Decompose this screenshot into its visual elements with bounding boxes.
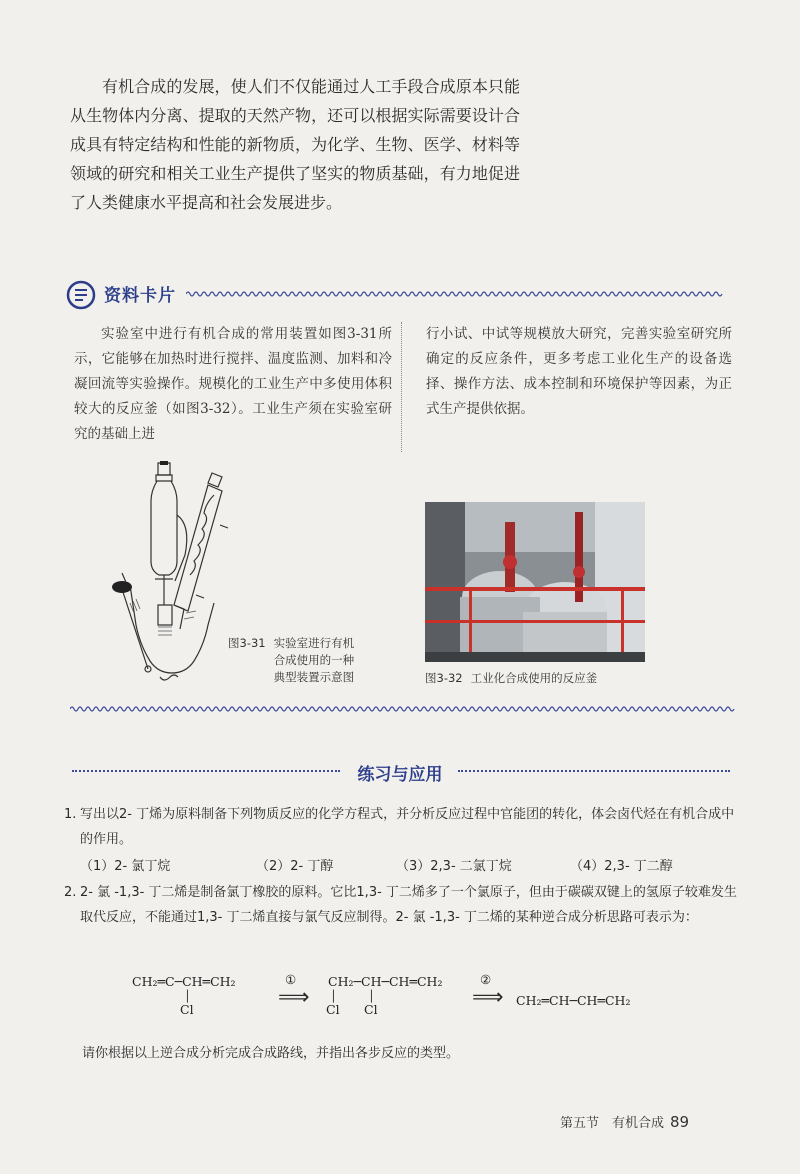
molecule-1-substituent: Cl (180, 1002, 194, 1017)
card-title: 资料卡片 (104, 286, 176, 306)
footer-section: 第五节 有机合成 (560, 1116, 665, 1131)
card-left-text: 实验室中进行有机合成的常用装置如图3-31所示，它能够在加热时进行搅拌、温度监测、加料和冷凝回流等实验操作。规模化的工业生产中多使用体积较大的反应釜（如图3-32）。工业生产须在实验室研究的基础上进 (74, 326, 392, 442)
card-bottom-wave (70, 703, 735, 715)
exercise-2-number: 2. (64, 885, 77, 900)
lab-apparatus-figure (100, 455, 230, 690)
figure-3-31-number: 图3-31 (228, 636, 266, 650)
molecule-1-bond: │ (184, 990, 191, 1003)
exercise-1-text: 写出以2- 丁烯为原料制备下列物质反应的化学方程式，并分析反应过程中官能团的转化，体会卤代烃在有机合成中的作用。 (80, 807, 735, 847)
page-footer (560, 1112, 689, 1131)
molecule-3: CH₂═CH─CH═CH₂ (516, 993, 631, 1008)
molecule-2-substituent: Cl (326, 1002, 340, 1017)
page-number: 89 (670, 1113, 690, 1131)
card-right-text: 行小试、中试等规模放大研究，完善实验室研究所确定的反应条件，更多考虑工业化生产的设备选择、操作方法、成本控制和环境保护等因素，为正式生产提供依据。 (426, 326, 732, 417)
figure-3-31-caption (228, 635, 354, 686)
molecule-2-bond: │ (368, 990, 375, 1003)
molecule-2-substituent: Cl (364, 1002, 378, 1017)
column-divider (401, 322, 402, 452)
figure-3-32-caption-text: 工业化合成使用的反应釜 (470, 671, 598, 685)
intro-paragraph (70, 72, 520, 217)
exercise-1 (64, 802, 744, 852)
exercise-1-option: （1）2- 氯丁烷 (80, 859, 171, 874)
card-top-wave (186, 288, 726, 300)
retro-arrow-icon: ⟹ (472, 985, 504, 1010)
card-left-column (74, 322, 392, 447)
exercises-title: 练习与应用 (350, 765, 451, 785)
figure-3-32-caption (425, 670, 597, 687)
exercise-1-option: （2）2- 丁醇 (256, 859, 334, 874)
exercise-2-text: 2- 氯 -1,3- 丁二烯是制备氯丁橡胶的原料。它比1,3- 丁二烯多了一个氯原子，但由于碳碳双键上的氢原子较难发生取代反应，不能通过1,3- 丁二烯直接与氯气反应制得。2- 氯 -1,3- 丁二烯的某种逆合成分析思路可表示为： (80, 885, 737, 925)
figure-3-31-caption-line: 合成使用的一种 (273, 653, 355, 667)
intro-text: 有机合成的发展，使人们不仅能通过人工手段合成原本只能从生物体内分离、提取的天然产物，还可以根据实际需要设计合成具有特定结构和性能的新物质，为化学、生物、医学、材料等领域的研究和相关工业生产提供了坚实的物质基础，有力地促进了人类健康水平提高和社会发展进步。 (70, 77, 520, 212)
molecule-2: CH₂─CH─CH═CH₂ (328, 974, 443, 989)
figure-3-31-caption-line: 典型装置示意图 (273, 670, 355, 684)
document-icon (66, 280, 96, 310)
molecule-2-bond: │ (330, 990, 337, 1003)
step-1-label: ① (285, 972, 297, 987)
figure-3-32-number: 图3-32 (425, 671, 463, 685)
exercise-2 (64, 880, 744, 930)
exercise-1-option: （3）2,3- 二氯丁烷 (396, 859, 512, 874)
exercise-1-number: 1. (64, 807, 77, 822)
exercises-section-title (0, 760, 800, 785)
exercise-1-option: （4）2,3- 丁二醇 (570, 859, 673, 874)
step-2-label: ② (480, 972, 492, 987)
figure-3-31-caption-line: 实验室进行有机 (273, 636, 355, 650)
card-right-column (426, 322, 732, 422)
exercise-2-prompt: 请你根据以上逆合成分析完成合成路线，并指出各步反应的类型。 (82, 1046, 460, 1061)
reactor-photo (425, 502, 645, 662)
retro-arrow-icon: ⟹ (278, 985, 310, 1010)
molecule-1: CH₂═C─CH═CH₂ (132, 974, 236, 989)
